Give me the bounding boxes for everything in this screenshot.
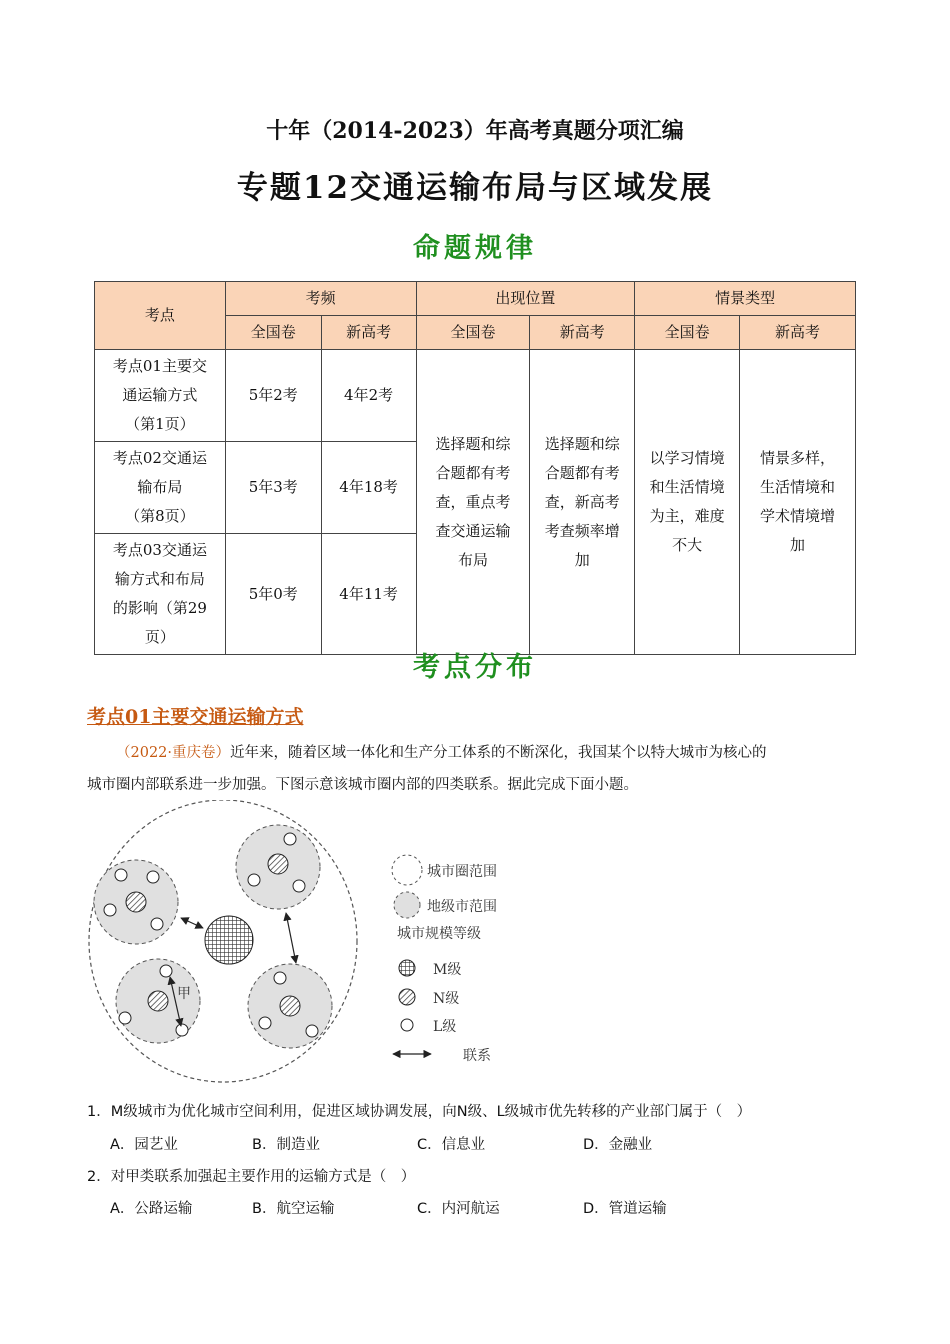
scene-new-cell: 情景多样， 生活情境和 学术情境增 加 [740, 350, 856, 655]
question-intro-line2: 城市圈内部联系进一步加强。下图示意该城市圈内部的四类联系。据此完成下面小题。 [87, 777, 638, 793]
exam-stats-table [94, 281, 856, 655]
subheader-national: 全国卷 [635, 316, 740, 350]
q1-option-d[interactable]: D．金融业 [583, 1137, 653, 1153]
freq-national-cell: 5年0考 [225, 534, 321, 655]
legend-link: 联系 [463, 1048, 491, 1064]
q1-option-a[interactable]: A．园艺业 [110, 1137, 178, 1153]
question-1-stem: 1．M级城市为优化城市空间利用，促进区域协调发展，向N级、L级城市优先转移的产业部门属于（ ） [87, 1104, 752, 1120]
legend-n: N级 [433, 991, 460, 1007]
freq-national-cell: 5年2考 [225, 350, 321, 442]
source-tag: （2022·重庆卷） [116, 745, 231, 761]
legend-m: M级 [433, 962, 462, 978]
q1-option-c[interactable]: C．信息业 [417, 1137, 486, 1153]
question-2-stem: 2．对甲类联系加强起主要作用的运输方式是（ ） [87, 1169, 416, 1185]
freq-new-cell: 4年18考 [321, 442, 416, 534]
prefecture-upper-left [94, 860, 178, 944]
question-intro-line1: （2022·重庆卷）近年来，随着区域一体化和生产分工体系的不断深化，我国某个以特大城市为核心的 [116, 745, 767, 761]
subheader-national: 全国卷 [416, 316, 530, 350]
header-kaodian: 考点 [95, 282, 226, 350]
link-arrow [286, 913, 296, 963]
kaodian-cell: 考点02交通运 输布局 （第8页） [95, 442, 226, 534]
section-rules-title: 命题规律 [413, 233, 537, 264]
freq-new-cell: 4年2考 [321, 350, 416, 442]
q2-option-a[interactable]: A．公路运输 [110, 1201, 193, 1217]
subheader-new: 新高考 [321, 316, 416, 350]
header-frequency: 考频 [225, 282, 416, 316]
prefecture-lower-right [248, 964, 332, 1048]
q1-option-b[interactable]: B．制造业 [252, 1137, 320, 1153]
kaodian-cell: 考点01主要交 通运输方式 （第1页） [95, 350, 226, 442]
m-level-city [205, 916, 253, 964]
position-national-cell: 选择题和综 合题都有考 查，重点考 查交通运输 布局 [416, 350, 530, 655]
q2-option-c[interactable]: C．内河航运 [417, 1201, 500, 1217]
position-new-cell: 选择题和综 合题都有考 查，新高考 考查频率增 加 [530, 350, 635, 655]
jia-label: 甲 [177, 986, 191, 1002]
prefecture-lower-left [116, 959, 200, 1043]
link-arrow [181, 918, 203, 928]
table-row [95, 350, 856, 442]
header-position: 出现位置 [416, 282, 635, 316]
subheader-new: 新高考 [530, 316, 635, 350]
q2-option-d[interactable]: D．管道运输 [583, 1201, 667, 1217]
header-scene: 情景类型 [635, 282, 856, 316]
kaodian01-title: 考点01主要交通运输方式 [87, 706, 304, 728]
freq-new-cell: 4年11考 [321, 534, 416, 655]
collection-title: 十年（2014-2023）年高考真题分项汇编 [266, 118, 684, 144]
section-distribution-title: 考点分布 [413, 652, 537, 683]
legend-scale-title: 城市规模等级 [397, 926, 481, 942]
subheader-new: 新高考 [740, 316, 856, 350]
prefecture-upper-right [236, 825, 320, 909]
topic-title: 专题12交通运输布局与区域发展 [236, 170, 714, 206]
subheader-national: 全国卷 [225, 316, 321, 350]
freq-national-cell: 5年3考 [225, 442, 321, 534]
legend-prefecture: 地级市范围 [427, 899, 497, 915]
legend-l: L级 [433, 1019, 457, 1035]
q2-option-b[interactable]: B．航空运输 [252, 1201, 335, 1217]
diagram-legend [385, 850, 545, 1080]
legend-city-circle: 城市圈范围 [427, 864, 497, 880]
scene-national-cell: 以学习情境 和生活情境 为主，难度 不大 [635, 350, 740, 655]
kaodian-cell: 考点03交通运 输方式和布局 的影响（第29 页） [95, 534, 226, 655]
